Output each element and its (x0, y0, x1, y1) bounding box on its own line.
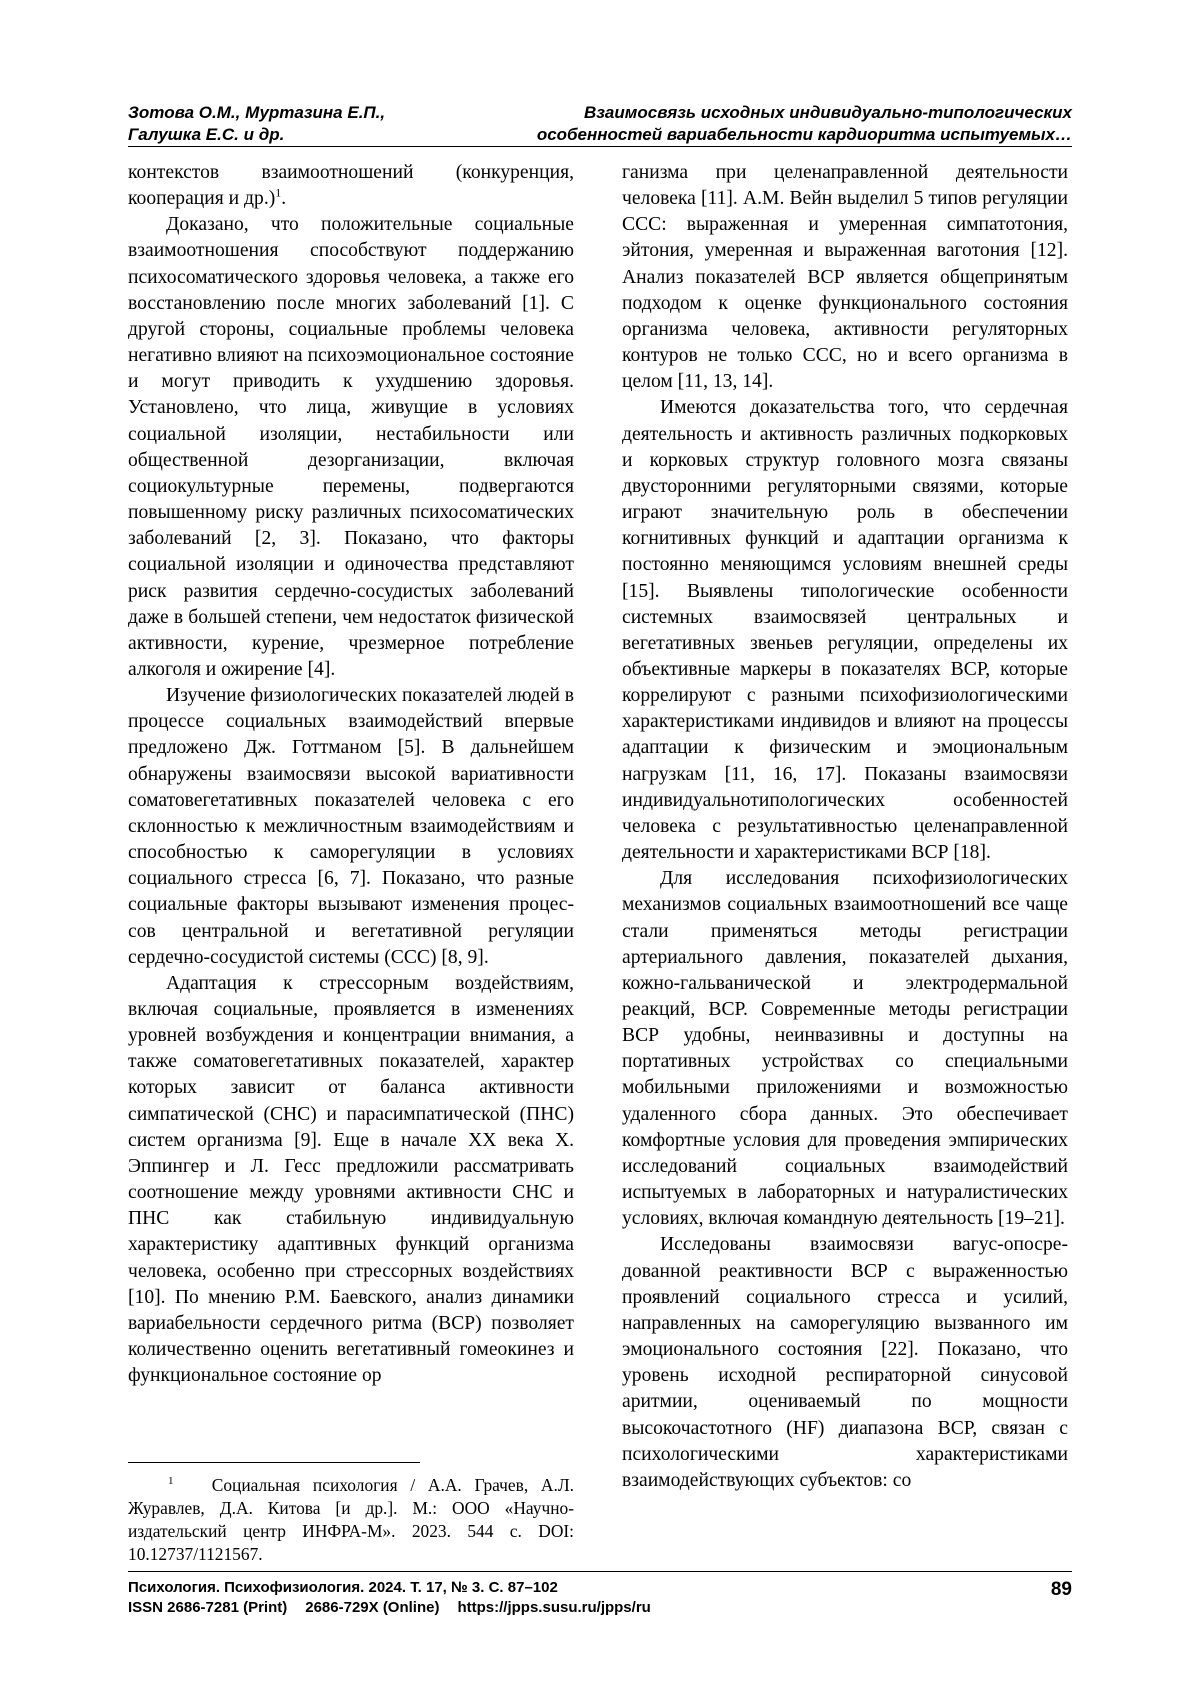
header-authors-line1: Зотова О.М., Муртазина Е.П., (128, 103, 386, 122)
footer-issn-online: 2686-729X (Online) (305, 1599, 440, 1616)
paragraph-text: контекстов взаимоотношений (конкуренция, кооперация и др.) (128, 162, 574, 210)
footer-url[interactable]: https://jpps.susu.ru/jpps/ru (457, 1599, 651, 1616)
paragraph-end: . (281, 188, 287, 210)
paragraph: Адаптация к стрессорным воздействиям, включая социальные, проявляется в изменениях уровней возбуждения и концентрации внимания, а также соматовегетативных показателей, характер которых зависит от баланса активности симпатической (СНС) и парасимпатической (ПНС) систем организма [9]. Еще в начале XX века Х. Эппингер и Л. Гесс предложили рассматривать соотношение между уровнями активности СНС и ПНС как стабильную индивидуальную характеристику адаптивных функций организма человека, особенно при стрессорных воздействиях [10]. По мнению Р.М. Баевского, анализ динамики вариабельности сердечного ритма (ВСР) позволяет количественно оценить вегетативный гомеокинез и функциональное состояние ор (128, 972, 574, 1387)
header-title (537, 102, 1072, 146)
footnote-divider (128, 1462, 420, 1463)
paragraph (128, 160, 574, 212)
header-authors-line2: Галушка Е.С. и др. (128, 125, 285, 144)
footnote-reference[interactable]: 1 (275, 185, 282, 200)
paragraph: Для исследования психофизиологических механизмов социальных взаимоотношений все чаще стали применяться методы регистрации артериального давления, показателей дыхания, кожно-гальванической и электродермальной реакций, ВСР. Современные методы регистрации ВСР удобны, неинвазивны и доступны на портативных устройствах со специальными мобильными приложениями и возможностью удаленного сбора данных. Это обеспечивает комфортные условия для проведения эмпирических исследований социальных взаимодействий испытуемых в лабораторных и натуралистических условиях, включая командную деятельность [19–21]. (622, 868, 1068, 1230)
paragraph: Имеются доказательства того, что сердечная деятельность и активность различных подкорковых и корковых структур головного мозга связаны двусторонними регуляторными связями, которые играют значительную роль в обеспечении когнитивных функций и адаптации организма к постоянно меняющимся условиям внешней среды [15]. Выявлены типологические особенности системных взаимосвязей центральных и вегетативных звеньев регуляции, определены их объективные маркеры в показателях ВСР, которые коррелируют с разными психофизиологическими характеристиками индивидов и влияют на процессы адаптации к физическим и эмоциональным нагрузкам [11, 16, 17]. Показаны взаимосвязи индивидуальнотипологических особенностей человека с результативностью целенаправленной деятельности и характеристиками ВСР [18]. (622, 397, 1068, 864)
page-number: 89 (1050, 1579, 1072, 1600)
header-title-line1: Взаимосвязь исходных индивидуально-типологических (583, 103, 1072, 122)
footer-journal: Психология. Психофизиология. 2024. Т. 17, № 3. С. 87–102 (128, 1579, 558, 1596)
footnote-text: Социальная психология / А.А. Грачев, А.Л. Журавлев, Д.А. Китова [и др.]. М.: ООО «Научно-издательский центр ИНФРА-М». 2023. 544 с. DOI: 10.12737/1121567. (128, 1475, 574, 1564)
footnote (128, 1474, 574, 1566)
header-title-line2: особенностей вариабельности кардиоритма испытуемых… (536, 125, 1072, 144)
header-authors (128, 102, 385, 146)
paragraph: Доказано, что положительные социальные взаимоотношения способствуют поддержанию психосоматического здоровья человека, а также его восстановлению после многих заболеваний [1]. С другой стороны, социальные проблемы человека негативно влияют на психоэмоциональное состояние и могут приводить к ухудшению здоровья. Установлено, что лица, живущие в условиях социальной изоляции, нестабильности или общественной дезорганизации, включая социокультурные перемены, подвергаются повышенному риску различных психосоматических заболеваний [2, 3]. Показано, что факторы социальной изоляции и одиночества представляют риск развития сердечно-сосудистых заболеваний даже в большей степени, чем недостаток физической активности, курение, чрезмерное потребление алкоголя и ожирение [4]. (128, 214, 574, 680)
footer-issn-row (128, 1598, 1072, 1618)
page-footer (128, 1571, 1072, 1618)
paragraph: Исследованы взаимосвязи вагус-опосредованной реактивности ВСР с выраженностью проявлений социального стресса и усилий, направленных на саморегуляцию вызванного им эмоционального состояния [22]. Показано, что уровень исходной респираторной синусовой аритмии, оцениваемый по мощности высокочастотного (HF) диапазона ВСР, связан с психологическими характеристиками взаимодействующих субъектов: со (622, 1234, 1068, 1491)
left-column (128, 160, 574, 1389)
right-column (622, 160, 1068, 1494)
footnote-mark: 1 (168, 1475, 174, 1488)
paragraph: ганизма при целенаправленной деятельности человека [11]. А.М. Вейн выделил 5 типов регуляции ССС: выраженная и умеренная симпатотония, эйтония, умеренная и выраженная ваготония [12]. Анализ показателей ВСР является общепринятым подходом к оценке функционального состояния организма человека, активности регуляторных контуров не только ССС, но и всего организма в целом [11, 13, 14]. (622, 162, 1068, 393)
footer-issn-print: ISSN 2686-7281 (Print) (128, 1599, 288, 1616)
paragraph: Изучение физиологических показателей людей в процессе социальных взаимодействий впервые предложено Дж. Готтманом [5]. В дальнейшем обнаружены взаимосвязи высокой вариативности соматовегетативных показателей человека с его склонностью к межличностным взаимодействиям и способностью к саморегуляции в условиях социального стресса [6, 7]. Показано, что разные социальные факторы вызывают изменения процессов центральной и вегетативной регуляции сердечно-сосудистой системы (ССС) [8, 9]. (128, 685, 574, 968)
running-header (128, 102, 1072, 147)
